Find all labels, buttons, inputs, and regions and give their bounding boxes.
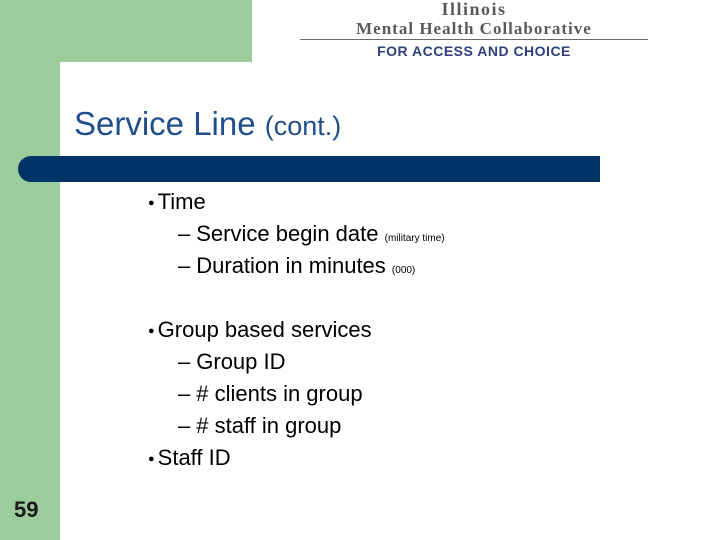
logo-tagline: FOR ACCESS AND CHOICE bbox=[377, 43, 571, 59]
bullet-group bbox=[148, 316, 372, 348]
bullet-group-label: Group based services bbox=[157, 317, 372, 342]
sub-bullet-duration bbox=[178, 252, 415, 285]
dash-marker: – bbox=[178, 381, 191, 406]
top-accent-band bbox=[0, 0, 252, 62]
begin-date-note: (military time) bbox=[384, 233, 445, 244]
begin-date-label: Service begin date bbox=[196, 221, 379, 246]
left-accent-bar bbox=[0, 0, 60, 540]
dash-marker: – bbox=[178, 349, 191, 374]
logo-rule bbox=[300, 39, 648, 40]
bullet-marker-icon: ● bbox=[148, 197, 155, 209]
bullet-time-label: Time bbox=[157, 189, 206, 214]
bullet-marker-icon: ● bbox=[148, 325, 155, 337]
dash-marker: – bbox=[178, 253, 191, 278]
slide-title-main: Service Line bbox=[74, 105, 256, 142]
dash-marker: – bbox=[178, 413, 191, 438]
duration-label: Duration in minutes bbox=[196, 253, 386, 278]
bullet-time bbox=[148, 188, 206, 220]
group-id-label: Group ID bbox=[196, 349, 286, 374]
slide-title-sub: (cont.) bbox=[264, 111, 342, 141]
duration-note: (000) bbox=[391, 265, 416, 276]
slide-title bbox=[74, 104, 341, 146]
page-number: 59 bbox=[14, 497, 39, 522]
sub-bullet-begin-date bbox=[178, 220, 445, 253]
sub-bullet-group-id bbox=[178, 348, 286, 376]
dash-marker: – bbox=[178, 221, 191, 246]
title-divider-bar bbox=[18, 156, 600, 182]
collaborative-logo bbox=[292, 0, 656, 64]
sub-bullet-staff bbox=[178, 412, 341, 440]
bullet-staff-id-label: Staff ID bbox=[157, 445, 231, 470]
bullet-staff-id bbox=[148, 444, 231, 476]
sub-bullet-clients bbox=[178, 380, 363, 408]
clients-label: # clients in group bbox=[196, 381, 363, 406]
staff-label: # staff in group bbox=[196, 413, 342, 438]
logo-line-illinois: Illinois bbox=[441, 0, 507, 19]
logo-line-collaborative: Mental Health Collaborative bbox=[356, 19, 592, 38]
bullet-marker-icon: ● bbox=[148, 453, 155, 465]
